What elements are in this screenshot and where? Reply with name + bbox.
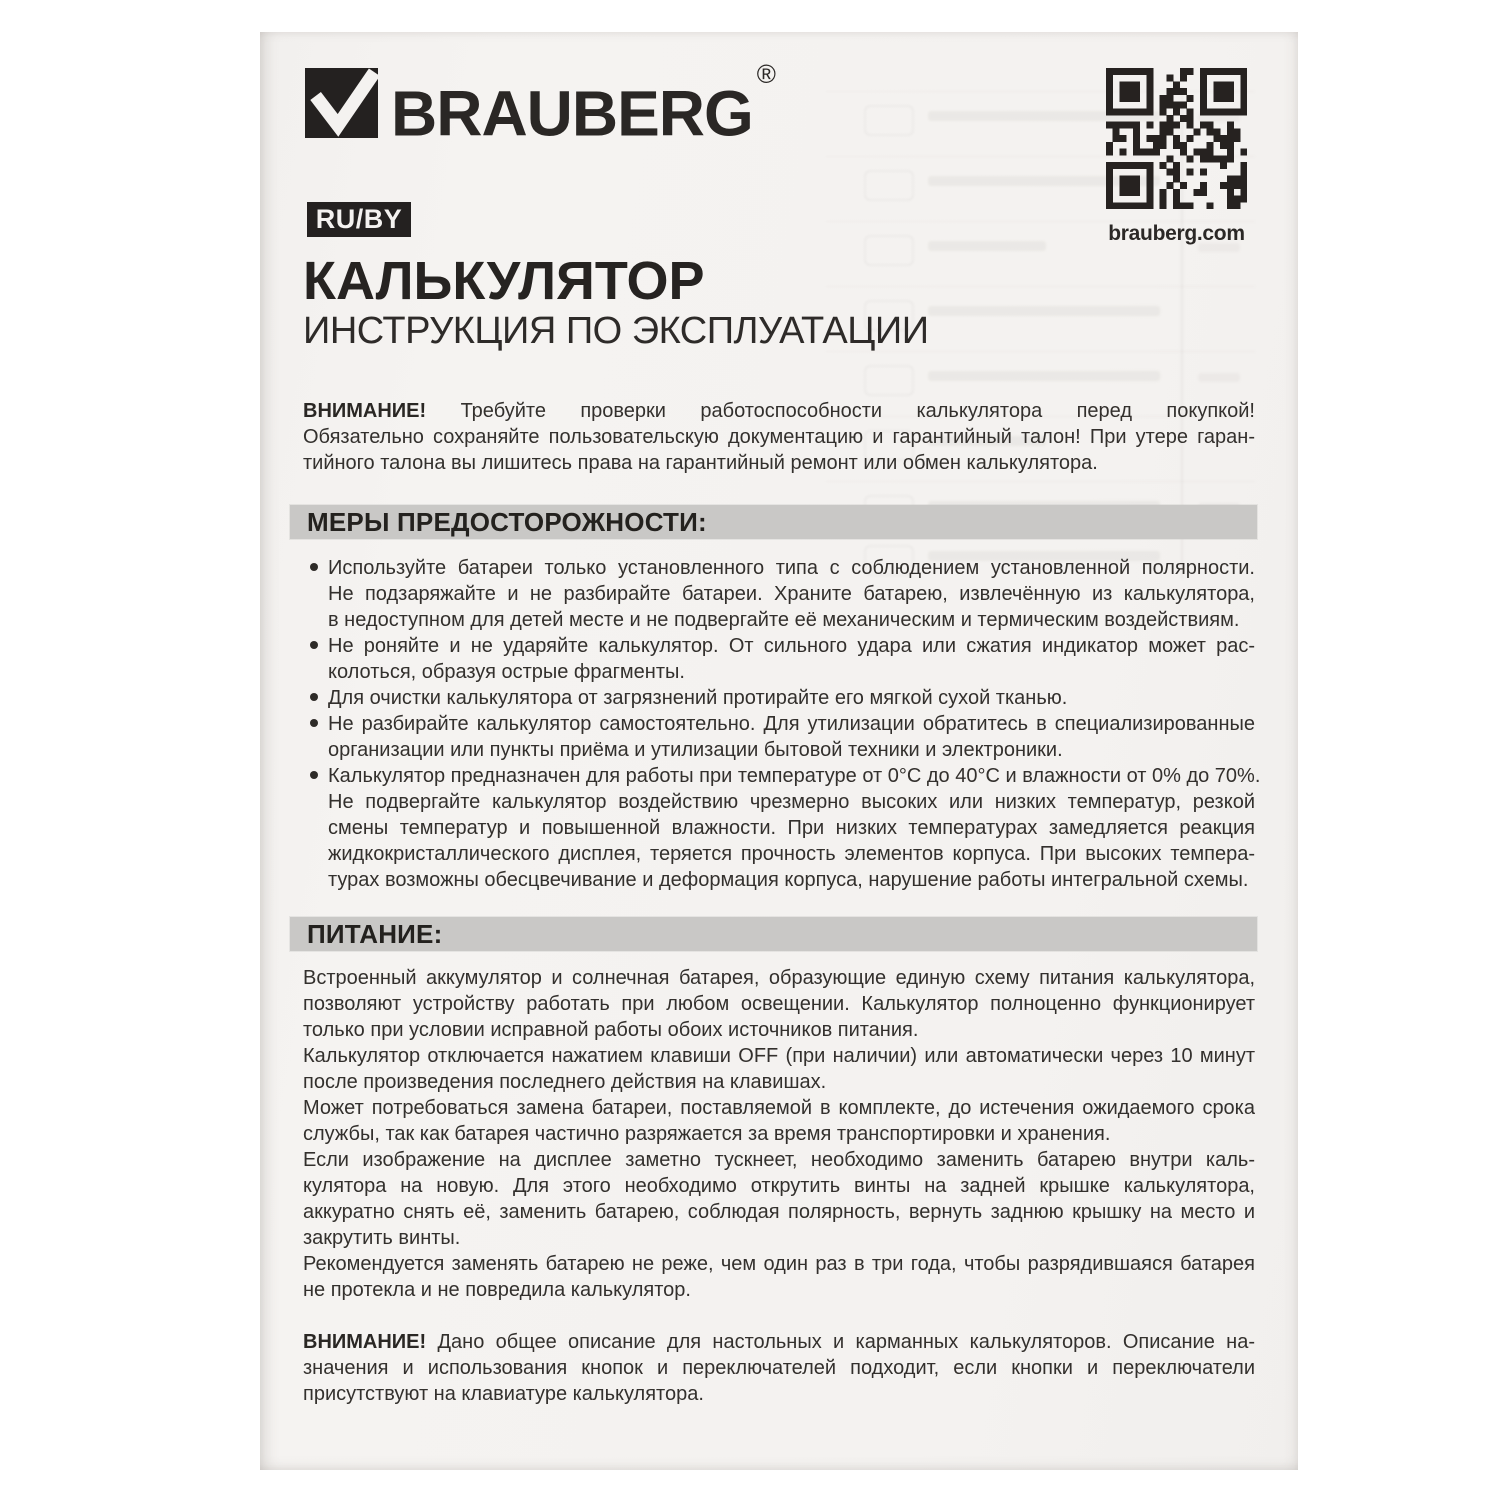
intro-warning-paragraph xyxy=(303,398,1255,476)
bleed-through-artifact xyxy=(928,371,1160,381)
text-line: после произведения последнего действия на клавишах. xyxy=(303,1071,827,1093)
text-line: позволяют устройству работать при любом освещении. Калькулятор полноценно функционирует xyxy=(303,993,1255,1015)
text-line: только при условии исправной работы обоих источников питания. xyxy=(303,1019,919,1041)
text-line: организации или пункты приёма и утилизации бытовой техники и электроники. xyxy=(328,739,1063,761)
section-heading: ПИТАНИЕ: xyxy=(307,919,443,949)
bleed-through-artifact xyxy=(928,306,1160,316)
text-line: Не подзаряжайте и не разбирайте батареи. Храните батарею, извлечённую из калькулятора, xyxy=(328,583,1255,605)
section-heading-bar xyxy=(290,505,1257,539)
text-line: в недоступном для детей месте и не подвергайте её механическим и термическим воздействиям. xyxy=(328,609,1240,631)
bleed-through-artifact xyxy=(864,235,914,266)
page-title: КАЛЬКУЛЯТОР xyxy=(303,251,705,311)
text-line: тийного талона вы лишитесь права на гарантийный ремонт или обмен калькулятора. xyxy=(303,452,1098,474)
section-heading-bar xyxy=(290,917,1257,951)
bleed-through-artifact xyxy=(864,170,914,201)
bleed-through-artifact xyxy=(825,481,1255,482)
registered-mark: ® xyxy=(756,59,775,89)
section-heading: МЕРЫ ПРЕДОСТОРОЖНОСТИ: xyxy=(307,507,707,537)
brauberg-logo xyxy=(305,68,378,138)
text-line: значения и использования кнопок и переключателей подходит, если кнопки и переключатели xyxy=(303,1357,1255,1379)
attention-label: ВНИМАНИЕ! xyxy=(303,1331,427,1353)
region-badge: RU/BY xyxy=(307,202,411,237)
power-paragraphs xyxy=(303,965,1255,1303)
text-line: Если изображение на дисплее заметно тускнеет, необходимо заменить батарею внутри каль- xyxy=(303,1149,1255,1171)
text-line: Не роняйте и не ударяйте калькулятор. От сильного удара или сжатия индикатор может рас- xyxy=(328,635,1255,657)
precautions-list xyxy=(303,555,1261,893)
text-line: ВНИМАНИЕ! Дано общее описание для настольных и карманных калькуляторов. Описание на- xyxy=(303,1331,1255,1353)
list-item xyxy=(303,711,1255,763)
brand-name: BRAUBERG® xyxy=(391,59,775,150)
text-line: Не подвергайте калькулятор воздействию чрезмерно высоких или низких температур, резкой xyxy=(328,791,1255,813)
text-line: аккуратно снять её, заменить батарею, соблюдая полярность, вернуть заднюю крышку на место и xyxy=(303,1201,1255,1223)
checkmark-icon xyxy=(305,68,378,138)
text-line: турах возможны обесцвечивание и деформация корпуса, нарушение работы интегральной схемы. xyxy=(328,869,1249,891)
text-line: Калькулятор отключается нажатием клавиши OFF (при наличии) или автоматически через 10 минут xyxy=(303,1045,1255,1067)
list-item xyxy=(303,633,1255,685)
bleed-through-artifact xyxy=(928,241,1046,251)
bleed-through-artifact xyxy=(1198,373,1240,382)
qr-code-icon xyxy=(1106,68,1247,209)
list-item xyxy=(303,763,1261,893)
text-line: Обязательно сохраняйте пользовательскую документацию и гарантийный талон! При утере гаран- xyxy=(303,426,1255,448)
text-line: Для очистки калькулятора от загрязнений протирайте его мягкой сухой тканью. xyxy=(328,687,1068,709)
attention-label: ВНИМАНИЕ! xyxy=(303,400,427,422)
bleed-through-artifact xyxy=(864,365,914,396)
text-line: кулятора на новую. Для этого необходимо открутить винты на задней крышке калькулятора, xyxy=(303,1175,1255,1197)
footer-warning-paragraph xyxy=(303,1329,1255,1407)
page-subtitle: ИНСТРУКЦИЯ ПО ЭКСПЛУАТАЦИИ xyxy=(303,310,929,352)
text-line: жидкокристаллического дисплея, теряется прочность элементов корпуса. При высоких темпера- xyxy=(328,843,1255,865)
list-item xyxy=(303,685,1255,711)
bleed-through-artifact xyxy=(825,286,1255,287)
qr-caption: brauberg.com xyxy=(1108,222,1245,245)
text-line: колоться, образуя острые фрагменты. xyxy=(328,661,685,683)
list-item xyxy=(303,555,1255,633)
text-line: Встроенный аккумулятор и солнечная батарея, образующие единую схему питания калькулятора, xyxy=(303,967,1255,989)
manual-page xyxy=(260,32,1298,1470)
text-line: смены температур и повышенной влажности. При низких температурах замедляется реакция xyxy=(328,817,1255,839)
text-line: Калькулятор предназначен для работы при температуре от 0°С до 40°С и влажности от 0% до 70%. xyxy=(328,765,1261,787)
text-line: присутствуют на клавиатуре калькулятора. xyxy=(303,1383,704,1405)
text-line: ВНИМАНИЕ! Требуйте проверки работоспособности калькулятора перед покупкой! xyxy=(303,400,1255,422)
bleed-through-artifact xyxy=(864,105,914,136)
text-line: не протекла и не повредила калькулятор. xyxy=(303,1279,691,1301)
text-line: Не разбирайте калькулятор самостоятельно. Для утилизации обратитесь в специализированные xyxy=(328,713,1255,735)
text-line: службы, так как батарея частично разряжается за время транспортировки и хранения. xyxy=(303,1123,1111,1145)
text-line: Используйте батареи только установленного типа с соблюдением установленной полярности. xyxy=(328,557,1255,579)
text-line: Рекомендуется заменять батарею не реже, чем один раз в три года, чтобы разрядившаяся батарея xyxy=(303,1253,1255,1275)
text-line: Может потребоваться замена батареи, поставляемой в комплекте, до истечения ожидаемого срока xyxy=(303,1097,1255,1119)
text-line: закрутить винты. xyxy=(303,1227,461,1249)
